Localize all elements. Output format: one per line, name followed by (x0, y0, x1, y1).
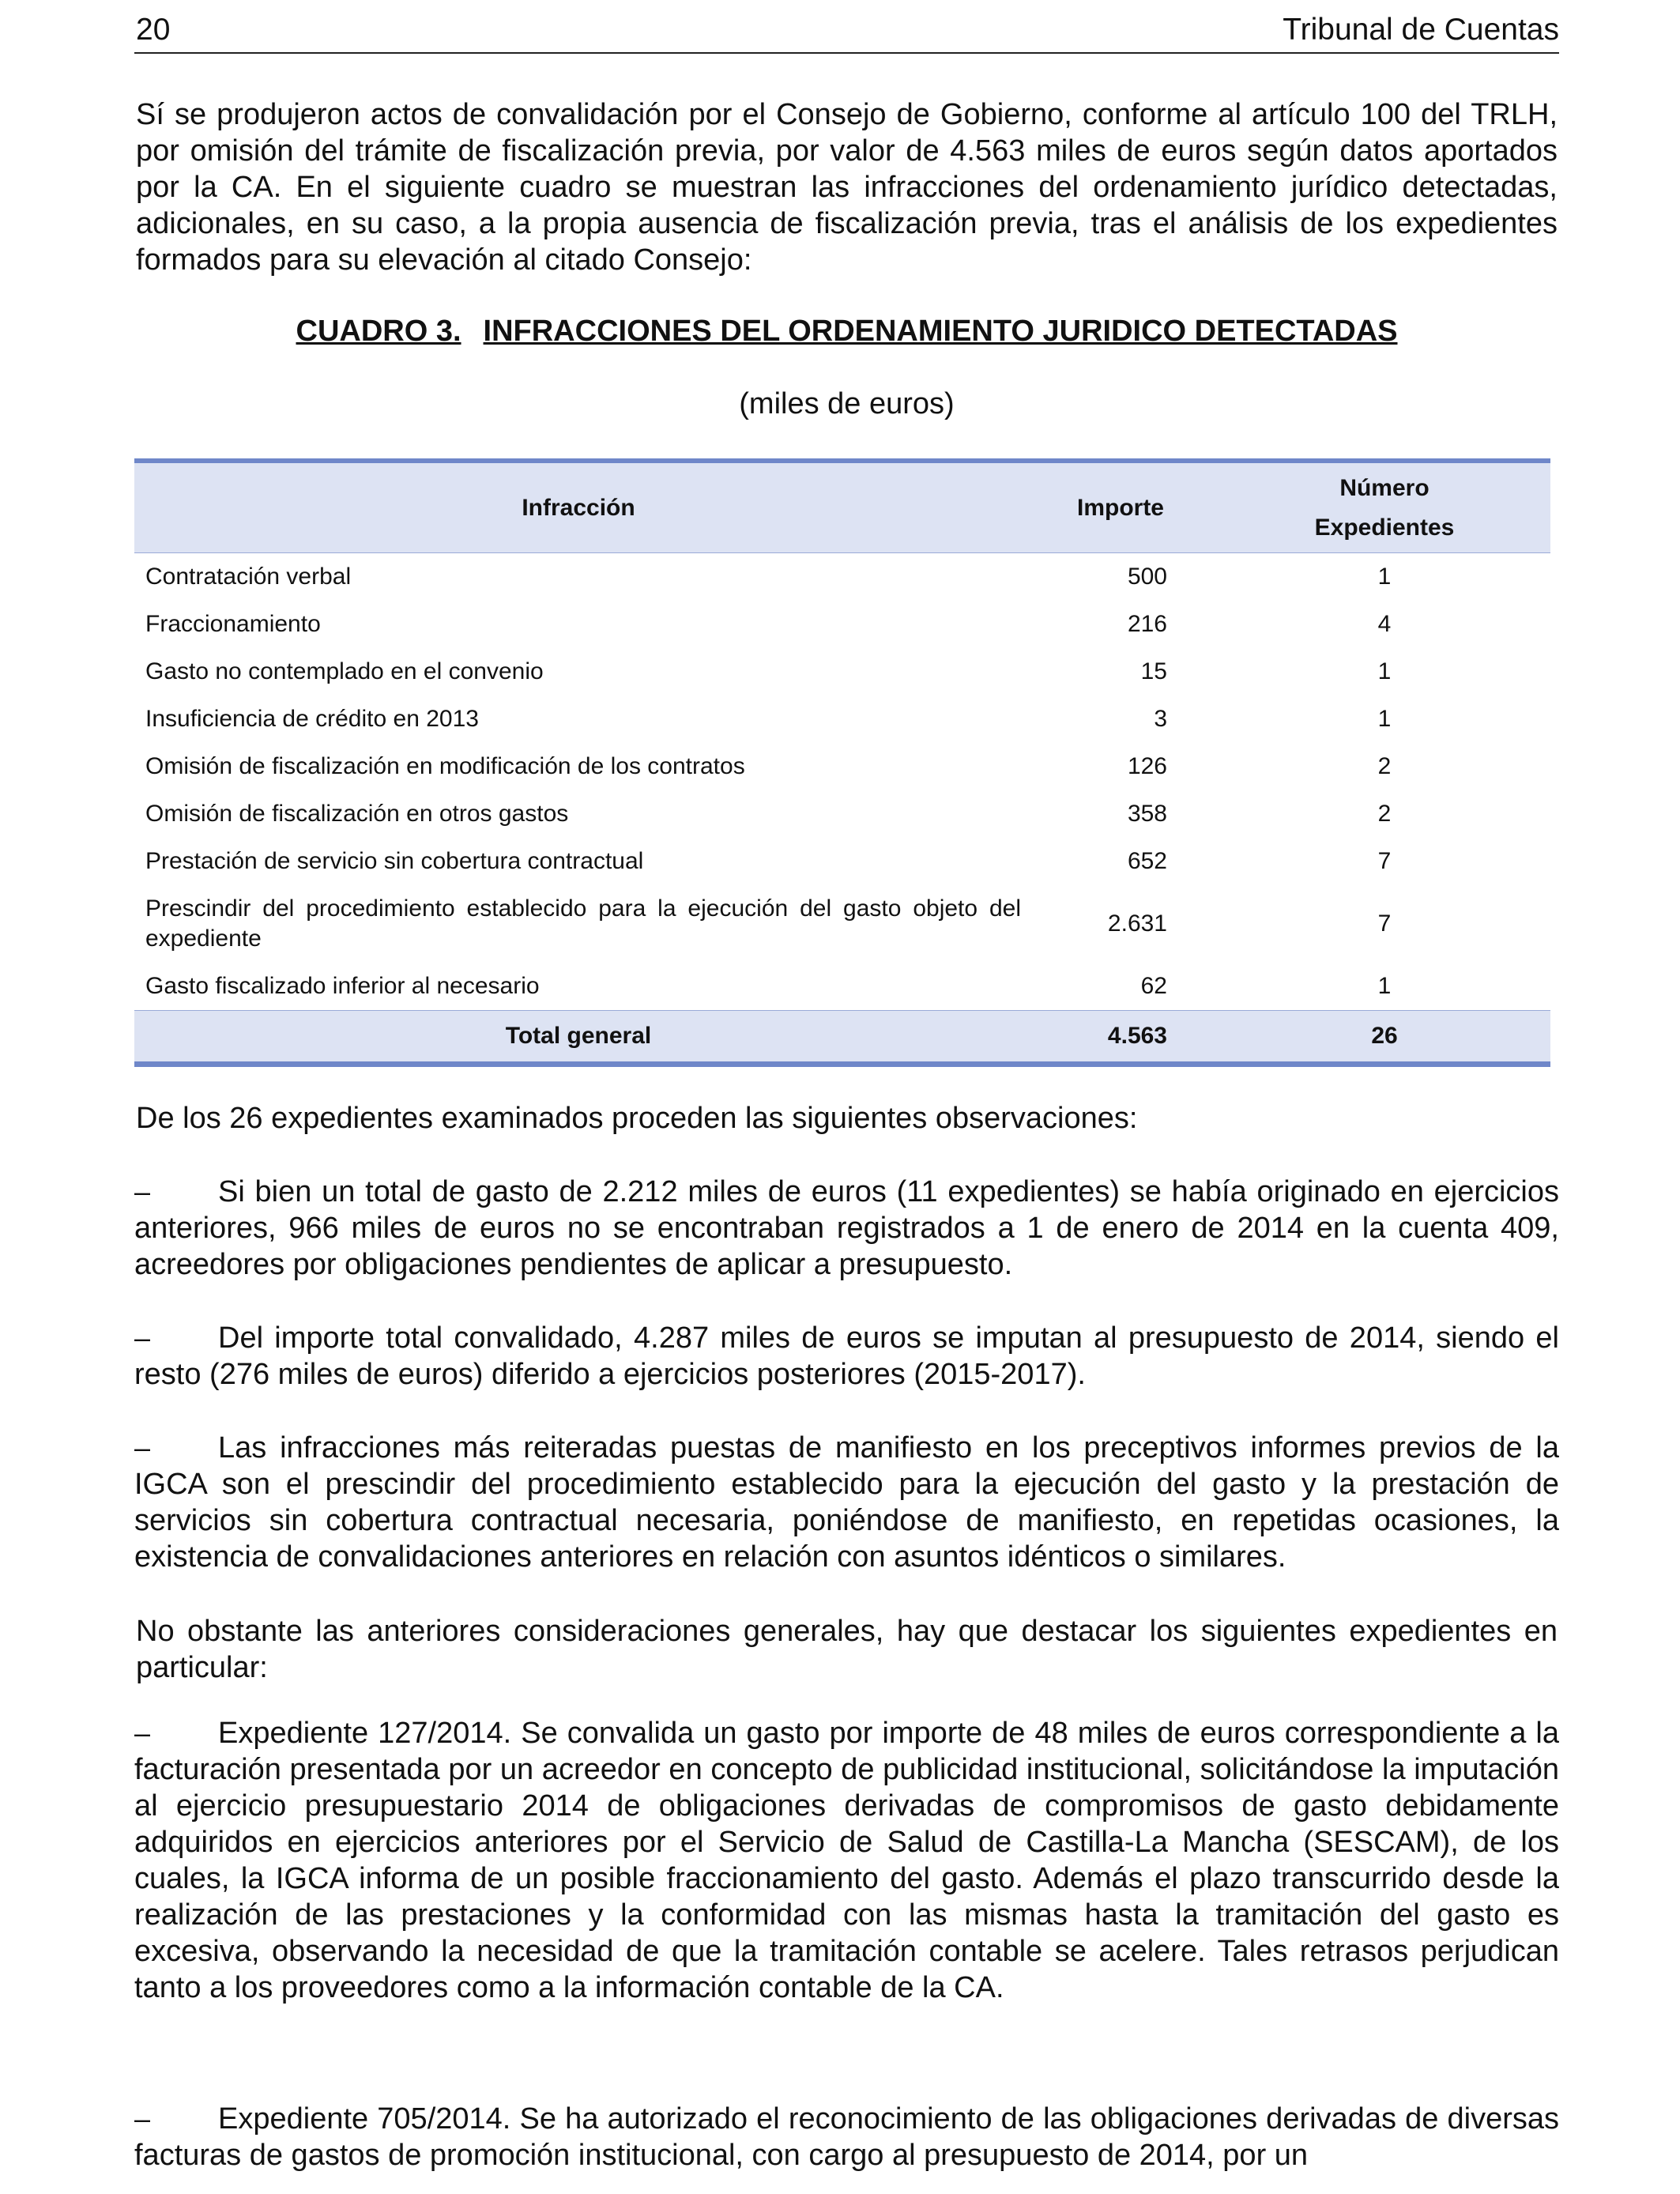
cell-expedientes: 2 (1377, 753, 1392, 779)
infractions-table (134, 458, 1550, 1067)
cell-importe: 62 (1140, 973, 1167, 999)
table-row (134, 838, 1550, 885)
table-row (134, 790, 1550, 838)
observations-intro: De los 26 expedientes examinados proceden las siguientes observaciones: (136, 1102, 1138, 1135)
observation-item (134, 1174, 1559, 1283)
cell-importe: 358 (1127, 801, 1167, 827)
column-header-numero-line1: Número (1339, 474, 1430, 501)
dash-marker: – (134, 2102, 151, 2135)
cell-infraccion: Gasto no contemplado en el convenio (145, 658, 544, 684)
observation-text: Del importe total convalidado, 4.287 miles de euros se imputan al presupuesto de 2014, siendo el resto (276 miles de euros) diferido a ejercicios posteriores (2015-2017). (134, 1321, 1559, 1391)
cell-importe: 126 (1127, 753, 1167, 779)
cell-expedientes: 7 (1377, 848, 1392, 874)
particular-intro: No obstante las anteriores consideraciones generales, hay que destacar los siguientes expedientes en particular: (136, 1615, 1558, 1684)
particular-item (134, 2101, 1559, 2173)
cell-expedientes: 1 (1377, 564, 1392, 590)
table-label: CUADRO 3. (296, 315, 461, 348)
table-row (134, 696, 1550, 743)
cell-importe: 216 (1127, 611, 1167, 637)
cell-expedientes: 7 (1377, 910, 1392, 937)
observation-item (134, 1430, 1559, 1575)
observation-text: Si bien un total de gasto de 2.212 miles de euros (11 expedientes) se había originado en ejercicios anteriores, 966 miles de euros no se encontraban registrados a 1 de enero de 2014 en la cuenta 409, acreedores por obligaciones pendientes de aplicar a presupuesto. (134, 1175, 1559, 1281)
cell-importe: 652 (1127, 848, 1167, 874)
intro-paragraph: Sí se produjeron actos de convalidación por el Consejo de Gobierno, conforme al artículo 100 del TRLH, por omisión del trámite de fiscalización previa, por valor de 4.563 miles de euros según datos aportados por la CA. En el siguiente cuadro se muestran las infracciones del ordenamiento jurídico detectadas, adicionales, en su caso, a la propia ausencia de fiscalización previa, tras el análisis de los expedientes formados para su elevación al citado Consejo: (136, 98, 1558, 277)
table-title (134, 315, 1559, 349)
cell-expedientes: 1 (1377, 658, 1392, 684)
column-header-infraccion: Infracción (522, 494, 635, 521)
column-header-importe: Importe (1076, 494, 1164, 521)
table-header-row (134, 463, 1550, 553)
cell-infraccion: Fraccionamiento (145, 611, 321, 637)
dash-marker: – (134, 1175, 151, 1208)
cell-importe: 500 (1127, 564, 1167, 590)
table-heading: INFRACCIONES DEL ORDENAMIENTO JURIDICO DETECTADAS (483, 315, 1398, 348)
page-number: 20 (136, 13, 171, 47)
observation-text: Las infracciones más reiteradas puestas de manifiesto en los preceptivos informes previos de la IGCA son el prescindir del procedimiento establecido para la ejecución del gasto y la prestación de servicios sin cobertura contractual necesaria, poniéndose de manifiesto, en repetidas ocasiones, la existencia de convalidaciones anteriores en relación con asuntos idénticos o similares. (134, 1431, 1559, 1574)
cell-expedientes: 1 (1377, 973, 1392, 999)
dash-marker: – (134, 1431, 151, 1464)
cell-importe: 2.631 (1107, 910, 1167, 937)
dash-marker: – (134, 1321, 151, 1354)
particular-text: Expediente 127/2014. Se convalida un gasto por importe de 48 miles de euros correspondiente a la facturación presentada por un acreedor en concepto de publicidad institucional, solicitándose la imputación al ejercicio presupuestario 2014 de obligaciones derivadas de compromisos de gasto debidamente adquiridos en ejercicios anteriores por el Servicio de Salud de Castilla-La Mancha (SESCAM), de los cuales, la IGCA informa de un posible fraccionamiento del gasto. Además el plazo transcurrido desde la realización de las prestaciones y la conformidad con las mismas hasta la tramitación del gasto es excesiva, observando la necesidad de que la tramitación contable se acelere. Tales retrasos perjudican tanto a los proveedores como a la información contable de la CA. (134, 1717, 1559, 2004)
table-row (134, 553, 1550, 601)
page-header (134, 13, 1559, 54)
cell-infraccion: Gasto fiscalizado inferior al necesario (145, 973, 540, 999)
cell-infraccion: Omisión de fiscalización en modificación de los contratos (145, 753, 745, 779)
document-page (134, 0, 1559, 2194)
particular-text: Expediente 705/2014. Se ha autorizado el reconocimiento de las obligaciones derivadas de diversas facturas de gastos de promoción institucional, con cargo al presupuesto de 2014, por un (134, 2102, 1559, 2172)
cell-importe: 15 (1140, 658, 1167, 684)
table-row (134, 743, 1550, 790)
dash-marker: – (134, 1717, 151, 1749)
column-header-numero (1219, 463, 1550, 552)
table-row (134, 885, 1550, 963)
table-row (134, 601, 1550, 648)
cell-infraccion: Insuficiencia de crédito en 2013 (145, 706, 479, 732)
cell-expedientes: 1 (1377, 706, 1392, 732)
header-organization: Tribunal de Cuentas (1283, 13, 1559, 47)
cell-infraccion: Contratación verbal (145, 564, 352, 590)
observation-item (134, 1320, 1559, 1393)
column-header-numero-line2: Expedientes (1314, 514, 1455, 541)
cell-infraccion: Prestación de servicio sin cobertura contractual (145, 848, 644, 874)
total-label: Total general (505, 1023, 652, 1049)
table-row (134, 963, 1550, 1010)
total-expedientes: 26 (1371, 1023, 1398, 1049)
cell-importe: 3 (1154, 706, 1167, 732)
particular-item (134, 1715, 1559, 2006)
table-row (134, 648, 1550, 696)
cell-expedientes: 4 (1377, 611, 1392, 637)
table-units: (miles de euros) (739, 387, 955, 420)
cell-expedientes: 2 (1377, 801, 1392, 827)
total-importe: 4.563 (1107, 1023, 1167, 1049)
cell-infraccion: Prescindir del procedimiento establecido para la ejecución del gasto objeto del expediente (145, 895, 1021, 952)
cell-infraccion: Omisión de fiscalización en otros gastos (145, 801, 569, 827)
table-total-row (134, 1010, 1550, 1061)
